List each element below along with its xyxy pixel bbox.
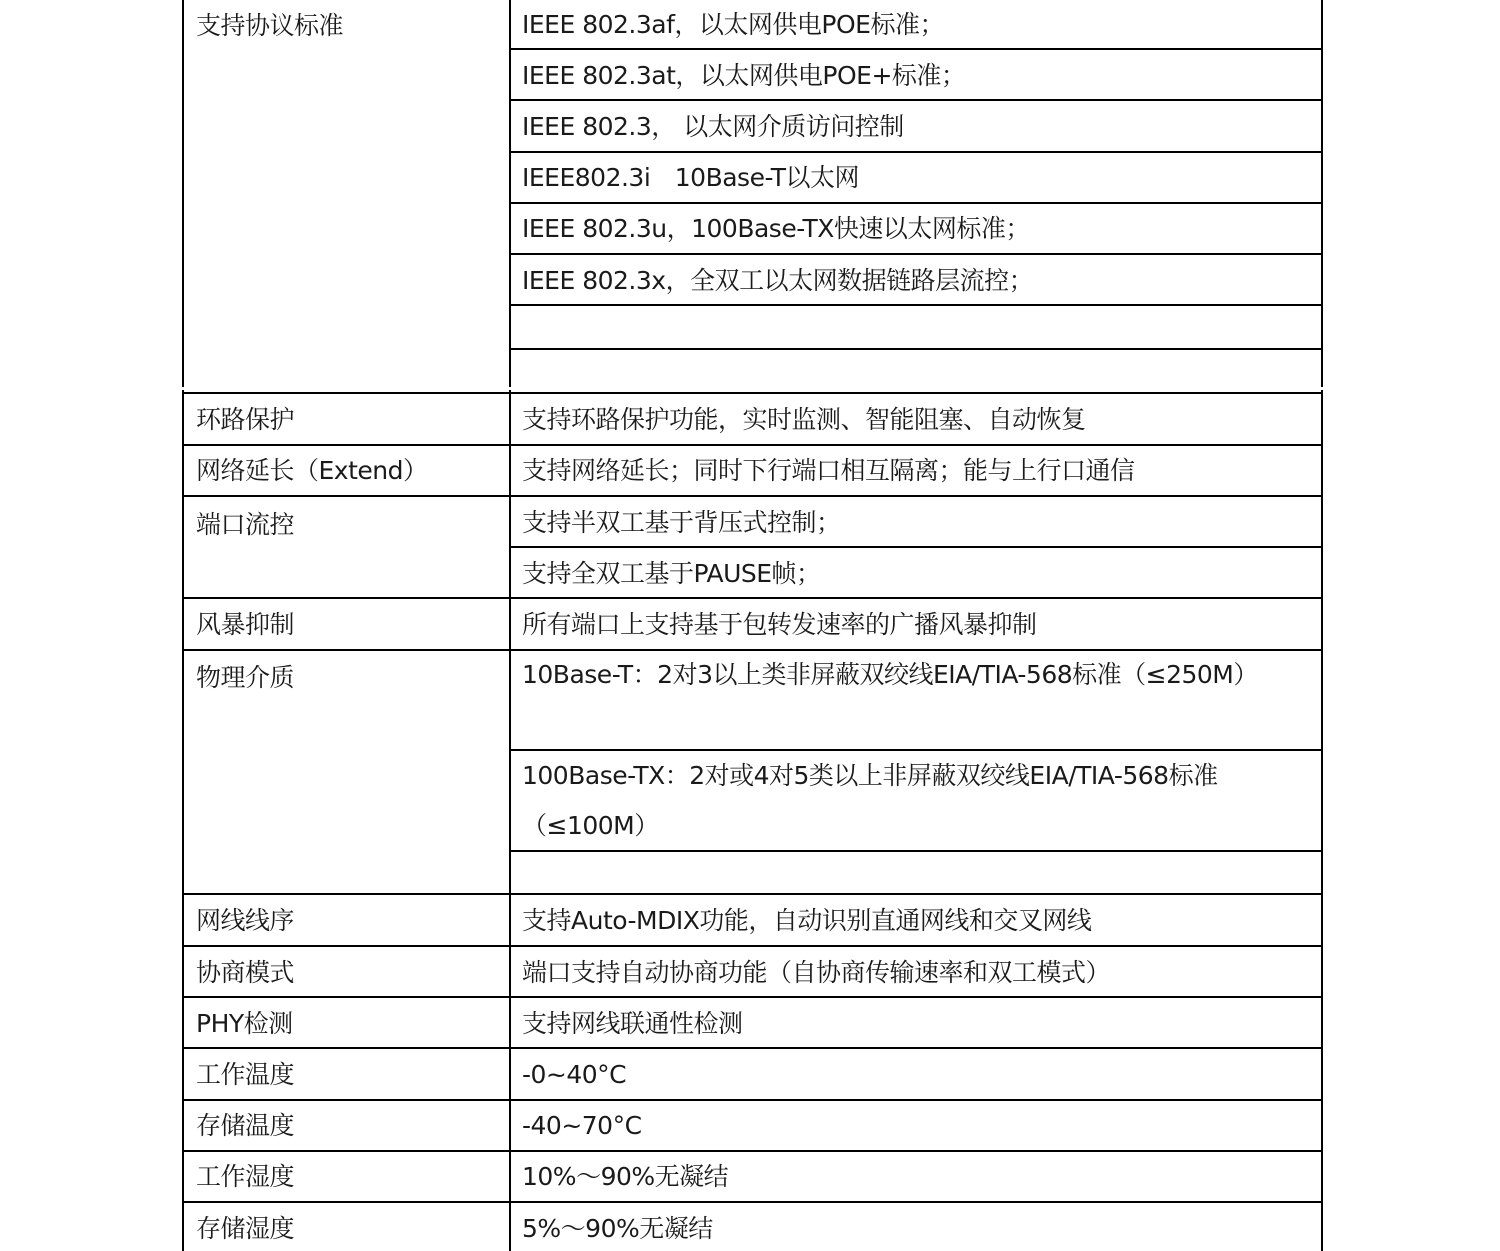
row-divider xyxy=(509,48,1323,50)
spec-value: 10%～90%无凝结 xyxy=(522,1162,729,1191)
spec-value: 端口支持自动协商功能（自协商传输速率和双工模式） xyxy=(522,958,1111,987)
row-divider xyxy=(182,597,1323,599)
spec-label-flow-control: 端口流控 xyxy=(196,510,295,539)
row-divider xyxy=(182,945,1323,947)
column-divider xyxy=(509,0,511,1251)
row-divider xyxy=(509,253,1323,255)
spec-value: -40~70°C xyxy=(522,1111,642,1140)
row-divider xyxy=(509,151,1323,153)
spec-label-storage-temp: 存储温度 xyxy=(196,1111,295,1140)
row-divider xyxy=(182,444,1323,446)
spec-value: 支持全双工基于PAUSE帧； xyxy=(522,559,821,588)
spec-label-storage-humidity: 存储湿度 xyxy=(196,1214,295,1243)
row-divider xyxy=(182,893,1323,895)
spec-value: IEEE 802.3x，全双工以太网数据链路层流控； xyxy=(522,266,1034,295)
row-divider xyxy=(509,202,1323,204)
spec-label-loop-protection: 环路保护 xyxy=(196,405,295,434)
spec-label-operating-humidity: 工作湿度 xyxy=(196,1162,295,1191)
row-divider xyxy=(509,304,1323,306)
spec-value: -0~40°C xyxy=(522,1060,627,1089)
spec-value: IEEE802.3i 10Base-T以太网 xyxy=(522,163,859,192)
row-divider xyxy=(182,392,1323,394)
spec-label-operating-temp: 工作温度 xyxy=(196,1060,295,1089)
row-divider xyxy=(509,546,1323,548)
row-divider xyxy=(182,1099,1323,1101)
spec-value: 支持Auto-MDIX功能，自动识别直通网线和交叉网线 xyxy=(522,906,1092,935)
spec-label-storm-suppression: 风暴抑制 xyxy=(196,610,295,639)
spec-value: IEEE 802.3， 以太网介质访问控制 xyxy=(522,112,904,141)
row-divider xyxy=(182,996,1323,998)
spec-label-negotiation: 协商模式 xyxy=(196,958,295,987)
spec-value: 支持网线联通性检测 xyxy=(522,1009,743,1038)
spec-value: 所有端口上支持基于包转发速率的广播风暴抑制 xyxy=(522,610,1037,639)
row-divider xyxy=(182,1150,1323,1152)
spec-value: IEEE 802.3af，以太网供电POE标准； xyxy=(522,10,944,39)
spec-value: IEEE 802.3u，100Base-TX快速以太网标准； xyxy=(522,214,1030,243)
spec-label-physical-media: 物理介质 xyxy=(196,663,295,692)
row-divider xyxy=(182,1201,1323,1203)
row-divider xyxy=(509,99,1323,101)
row-divider xyxy=(509,348,1323,350)
spec-value: 支持环路保护功能，实时监测、智能阻塞、自动恢复 xyxy=(522,405,1086,434)
spec-value: 支持半双工基于背压式控制； xyxy=(522,508,841,537)
spec-value: 5%～90%无凝结 xyxy=(522,1214,713,1243)
spec-value: 100Base-TX：2对或4对5类以上非屏蔽双绞线EIA/TIA-568标准（≤100M） xyxy=(522,761,1218,840)
spec-label-phy-detect: PHY检测 xyxy=(196,1009,293,1038)
section-gap xyxy=(182,387,1323,390)
row-divider xyxy=(182,495,1323,497)
spec-label-protocols: 支持协议标准 xyxy=(196,11,344,40)
spec-value: 10Base-T：2对3以上类非屏蔽双绞线EIA/TIA-568标准（≤250M） xyxy=(522,660,1258,689)
spec-value: IEEE 802.3at，以太网供电POE+标准； xyxy=(522,61,966,90)
spec-value: 支持网络延长；同时下行端口相互隔离；能与上行口通信 xyxy=(522,456,1135,485)
spec-label-extend: 网络延长（Extend） xyxy=(196,456,428,485)
row-divider xyxy=(182,1047,1323,1049)
spec-label-cable-order: 网线线序 xyxy=(196,906,295,935)
